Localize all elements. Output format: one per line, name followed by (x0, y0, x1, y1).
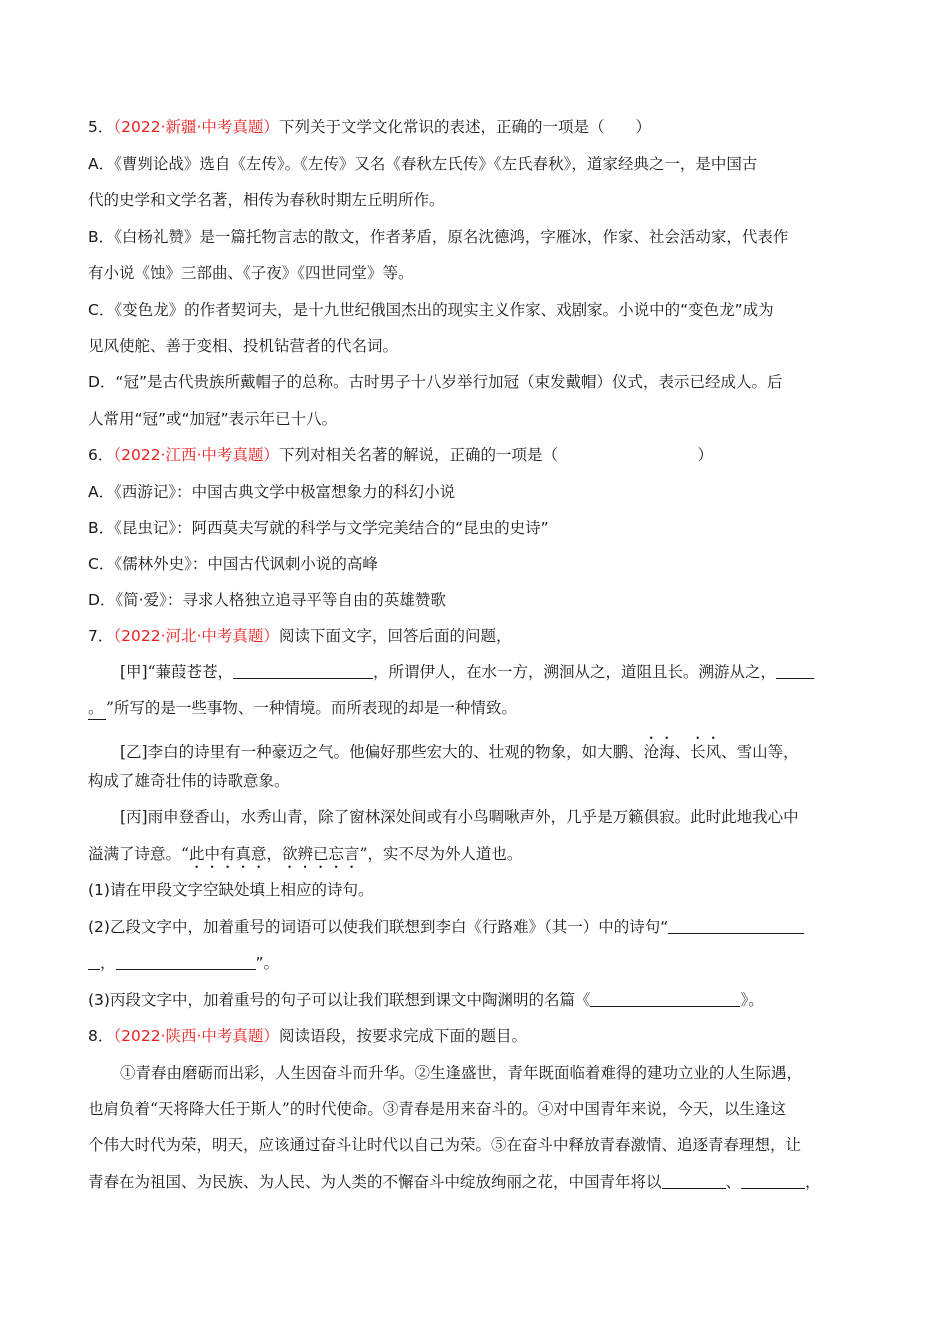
sub-question-3: (3)丙段文字中，加着重号的句子可以让我们联想到课文中陶渊明的名篇《 》。 (88, 991, 764, 1009)
answer-blank[interactable] (776, 662, 814, 679)
passage-bing-line1: [丙]雨申登香山，水秀山青，除了窗林深处间或有小鸟啁啾声外，几乎是万籁俱寂。此时此地我心中 (120, 808, 799, 826)
answer-blank[interactable] (741, 1172, 805, 1189)
question-source: （2022·新疆·中考真题） (113, 118, 279, 136)
question-stem: 阅读下面文字，回答后面的问题， (278, 627, 512, 645)
passage-jia-line1: [甲]“蒹葭苍苍， ，所谓伊人，在水一方，溯洄从之，道阻且长。溯游从之， (120, 661, 814, 683)
question-number: 8． (88, 1027, 114, 1045)
passage-bing-line2: 溢满了诗意。“此中有真意，欲辨已忘言”，实不尽为外人道也。 (88, 845, 523, 863)
option-b-line2: 有小说《蚀》三部曲、《子夜》《四世同堂》等。 (88, 264, 414, 282)
paragraph-line1: ①青春由磨砺而出彩，人生因奋斗而升华。②生逢盛世，青年既面临着难得的建功立业的人生际遇， (120, 1064, 803, 1082)
option-c: C．《儒林外史》：中国古代讽刺小说的高峰 (88, 555, 378, 573)
answer-blank-end[interactable]: 。 (88, 697, 106, 720)
paragraph-line2: 也肩负着“天将降大任于斯人”的时代使命。③青春是用来奋斗的。④对中国青年来说，今天，以生逢这 (88, 1100, 786, 1118)
passage-yi-line2: 构成了雄奇壮伟的诗歌意象。 (88, 772, 290, 790)
option-b-line1: B．《白杨礼赞》是一篇托物言志的散文，作者茅盾，原名沈德鸿，字雁冰，作家、社会活动家，代表作 (88, 228, 789, 246)
question-number: 6． (88, 446, 114, 464)
question-stem: 下列关于文学文化常识的表述，正确的一项是（ ） (278, 118, 651, 136)
question-8-header (88, 1025, 527, 1047)
question-number: 5． (88, 118, 114, 136)
option-d: D．《简·爱》：寻求人格独立追寻平等自由的英雄赞歌 (88, 591, 446, 609)
option-d-line2: 人常用“冠”或“加冠”表示年已十八。 (88, 410, 338, 428)
answer-blank[interactable] (662, 1172, 726, 1189)
passage-jia-line2: 。 ”所写的是一些事物、一种情境。而所表现的却是一种情致。 (88, 697, 517, 720)
question-source: （2022·河北·中考真题） (113, 627, 279, 645)
question-source: （2022·陕西·中考真题） (113, 1027, 279, 1045)
question-stem: 下列对相关名著的解说，正确的一项是（ ） (278, 446, 713, 464)
option-a-line1: A．《曹刿论战》选自《左传》。《左传》又名《春秋左氏传》《左氏春秋》，道家经典之一，是中国古 (88, 155, 758, 173)
option-a-line2: 代的史学和文学名著，相传为春秋时期左丘明所作。 (88, 191, 445, 209)
answer-blank[interactable] (668, 917, 804, 934)
option-b: B．《昆虫记》：阿西莫夫写就的科学与文学完美结合的“昆虫的史诗” (88, 519, 549, 537)
answer-blank[interactable] (88, 953, 100, 970)
sub-question-1: (1)请在甲段文字空缺处填上相应的诗句。 (88, 881, 374, 899)
sub-question-2-line2: ， ”。 (88, 952, 279, 974)
question-6-header (88, 444, 713, 466)
option-c-line2: 见风使舵、善于变相、投机钻营者的代名词。 (88, 337, 399, 355)
answer-blank[interactable] (590, 990, 740, 1007)
question-7-header (88, 625, 511, 647)
option-d-line1: D．“冠”是古代贵族所戴帽子的总称。古时男子十八岁举行加冠（束发戴帽）仪式，表示已经成人。后 (88, 373, 783, 391)
passage-yi-line1: [乙]李白的诗里有一种豪迈之气。他偏好那些宏大的、壮观的物象，如大鹏、沧海、长风、雪山等， (120, 743, 799, 761)
question-number: 7． (88, 627, 114, 645)
answer-blank[interactable] (116, 953, 256, 970)
question-5-header (88, 116, 651, 138)
emphasized-sentence: 此中有真意，欲辨已忘言 (188, 845, 360, 863)
emphasized-word: 沧海 (643, 743, 675, 761)
option-a: A．《西游记》：中国古典文学中极富想象力的科幻小说 (88, 483, 456, 501)
answer-blank[interactable] (233, 662, 373, 679)
sub-question-2-line1: (2)乙段文字中，加着重号的词语可以使我们联想到李白《行路难》（其一）中的诗句“ (88, 916, 804, 938)
question-stem: 阅读语段，按要求完成下面的题目。 (278, 1027, 527, 1045)
emphasized-word: 长风 (690, 743, 722, 761)
paragraph-line4: 青春在为祖国、为民族、为人民、为人类的不懈奋斗中绽放绚丽之花，中国青年将以 、 ， (88, 1173, 821, 1191)
question-source: （2022·江西·中考真题） (113, 446, 279, 464)
option-c-line1: C．《变色龙》的作者契诃夫，是十九世纪俄国杰出的现实主义作家、戏剧家。小说中的“变色龙”成为 (88, 301, 774, 319)
paragraph-line3: 个伟大时代为荣，明天，应该通过奋斗让时代以自己为荣。⑤在奋斗中释放青春激情、追逐青春理想，让 (88, 1136, 802, 1154)
